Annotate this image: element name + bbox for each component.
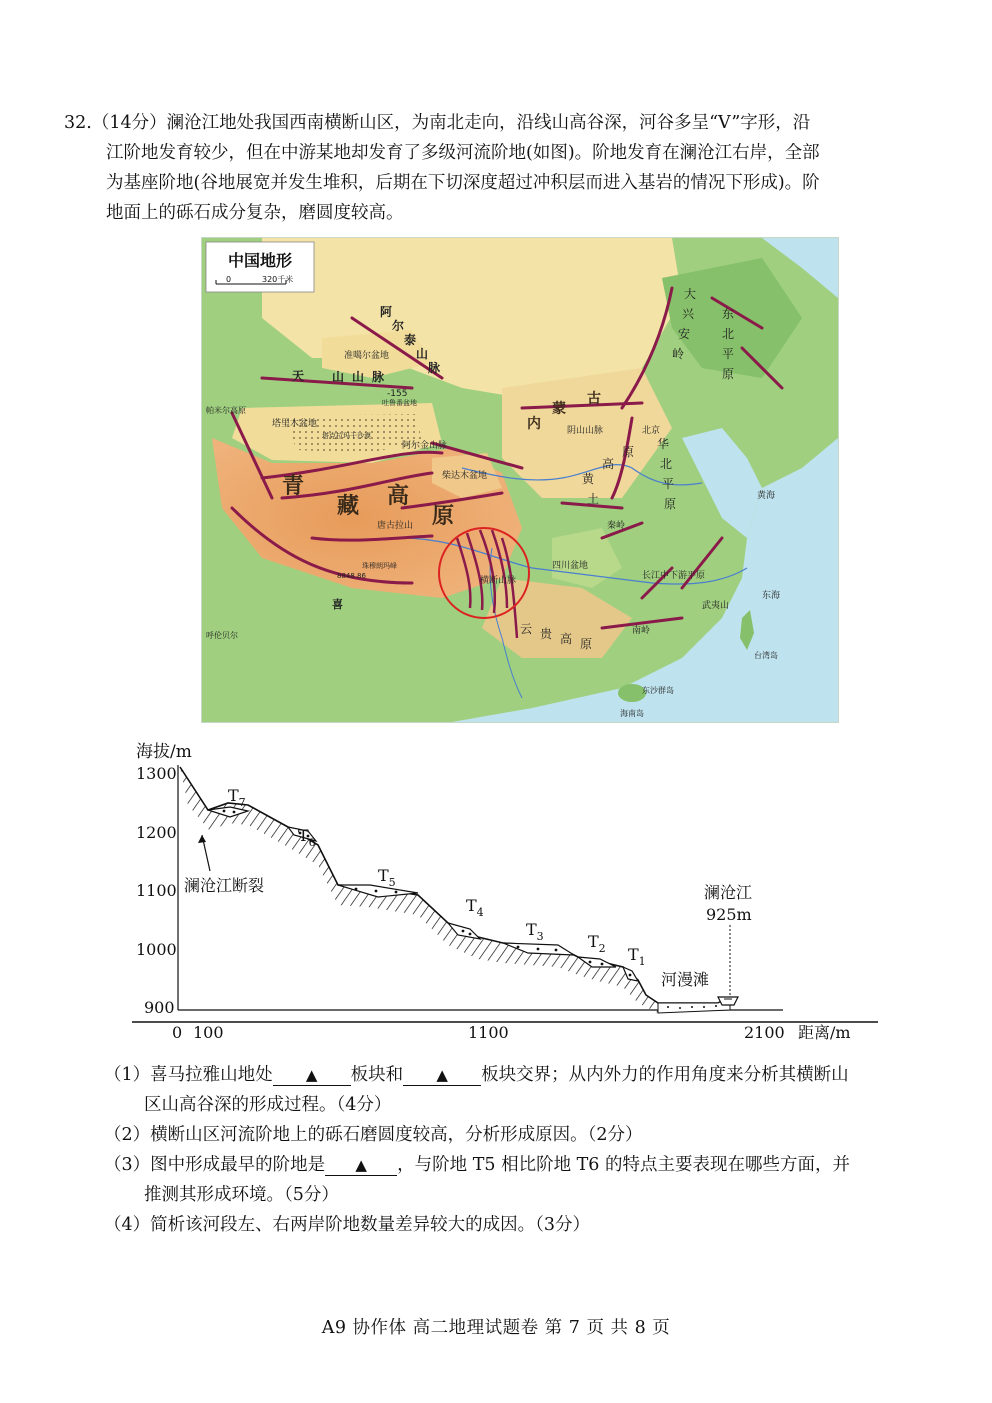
- svg-text:塔里木盆地: 塔里木盆地: [272, 419, 318, 429]
- svg-text:安: 安: [678, 327, 691, 341]
- x-tick-2100: 2100: [744, 1023, 785, 1042]
- river-label: 澜沧江: [704, 883, 753, 902]
- q2-number: （2）: [104, 1125, 151, 1145]
- svg-text:蒙: 蒙: [552, 401, 566, 417]
- terrace-t4-label: $T_4$: [466, 896, 484, 919]
- x-axis-label: 距离/m: [798, 1023, 851, 1042]
- svg-text:脉: 脉: [428, 361, 441, 375]
- svg-text:320千米: 320千米: [262, 275, 294, 284]
- svg-text:土: 土: [587, 492, 600, 506]
- q1-number: （1）: [104, 1065, 151, 1085]
- y-axis-label: 海拔/m: [136, 742, 192, 762]
- svg-text:青: 青: [282, 474, 305, 499]
- svg-text:东海: 东海: [762, 591, 781, 601]
- terrace-t1-label: $T_1$: [628, 945, 646, 968]
- subquestion-3: [104, 1150, 934, 1210]
- x-tick-0: 0: [172, 1023, 183, 1042]
- q4-text: 简析该河段左、右两岸阶地数量差异较大的成因。（3分）: [150, 1215, 591, 1235]
- question-32-intro: [64, 108, 930, 228]
- svg-text:原: 原: [580, 637, 593, 651]
- y-tick-900: 900: [144, 998, 175, 1017]
- q1-text-2: 板块和: [350, 1065, 404, 1085]
- svg-text:阿: 阿: [380, 305, 393, 319]
- svg-text:北: 北: [660, 457, 673, 471]
- q1-text-cont: 区山高谷深的形成过程。（4分）: [144, 1095, 392, 1115]
- floodplain-label: 河漫滩: [661, 970, 710, 989]
- svg-text:阴山山脉: 阴山山脉: [567, 426, 604, 436]
- q1-blank-1[interactable]: ▲: [273, 1065, 351, 1086]
- svg-text:平: 平: [662, 477, 675, 491]
- svg-text:8848.86: 8848.86: [337, 572, 366, 580]
- svg-text:横断山脉: 横断山脉: [480, 576, 517, 586]
- terrace-t7-label: $T_7$: [228, 786, 246, 809]
- svg-text:山: 山: [352, 370, 365, 384]
- y-tick-1300: 1300: [136, 764, 177, 783]
- svg-text:柴达木盆地: 柴达木盆地: [442, 471, 488, 481]
- svg-text:长江中下游平原: 长江中下游平原: [642, 571, 706, 581]
- intro-line-4: 地面上的砾石成分复杂，磨圆度较高。: [106, 203, 404, 223]
- svg-text:喜: 喜: [332, 598, 343, 611]
- q3-blank[interactable]: ▲: [325, 1155, 397, 1176]
- intro-line-3: 为基座阶地(谷地展宽并发生堆积，后期在下切深度超过冲积层而进入基岩的情况下形成)。阶: [106, 173, 820, 193]
- y-tick-1000: 1000: [136, 940, 177, 959]
- x-tick-1100: 1100: [468, 1023, 509, 1042]
- china-terrain-map: [201, 237, 839, 723]
- q1-text-3: 板块交界；从内外力的作用角度来分析其横断山: [481, 1065, 849, 1085]
- intro-line-2: 江阶地发育较少，但在中游某地却发育了多级河流阶地(如图)。阶地发育在澜沧江右岸，全部: [106, 143, 820, 163]
- terrace-t6-label: $T_6$: [298, 826, 316, 849]
- svg-text:黄: 黄: [582, 472, 595, 486]
- svg-text:脉: 脉: [372, 370, 385, 384]
- svg-text:东: 东: [722, 307, 735, 321]
- y-tick-1200: 1200: [136, 823, 177, 842]
- terrace-t5-label: $T_5$: [378, 866, 396, 889]
- svg-text:岭: 岭: [672, 347, 685, 361]
- q1-text-1: 喜马拉雅山地处: [150, 1065, 273, 1085]
- intro-line-1: 32.（14分）澜沧江地处我国西南横断山区，为南北走向，沿线山高谷深，河谷多呈“V”字形，沿: [64, 113, 811, 133]
- svg-text:平: 平: [722, 347, 735, 361]
- svg-text:原: 原: [722, 367, 735, 381]
- svg-text:南岭: 南岭: [632, 626, 651, 636]
- map-title: 中国地形: [227, 251, 293, 270]
- subquestion-1: [104, 1060, 934, 1120]
- svg-text:高: 高: [560, 632, 573, 646]
- svg-text:华: 华: [657, 437, 670, 451]
- svg-text:内: 内: [527, 416, 541, 432]
- svg-text:阿尔金山脉: 阿尔金山脉: [402, 441, 448, 451]
- svg-text:兴: 兴: [682, 307, 695, 321]
- svg-text:原: 原: [432, 504, 455, 529]
- svg-text:呼伦贝尔: 呼伦贝尔: [206, 631, 238, 640]
- terrace-profile-diagram: [118, 735, 898, 1045]
- terrace-t2-label: $T_2$: [588, 932, 606, 955]
- svg-text:北京: 北京: [642, 426, 661, 436]
- svg-text:原: 原: [622, 445, 635, 459]
- svg-text:四川盆地: 四川盆地: [552, 561, 589, 571]
- q4-number: （4）: [104, 1215, 151, 1235]
- svg-text:天: 天: [292, 369, 305, 383]
- svg-text:云: 云: [520, 622, 533, 636]
- svg-text:海南岛: 海南岛: [620, 709, 644, 718]
- terrace-t3-label: $T_3$: [526, 920, 544, 943]
- svg-text:准噶尔盆地: 准噶尔盆地: [344, 351, 390, 361]
- x-tick-100: 100: [193, 1023, 224, 1042]
- svg-text:珠穆朗玛峰: 珠穆朗玛峰: [362, 562, 397, 570]
- svg-text:大: 大: [684, 287, 697, 301]
- svg-text:北: 北: [722, 327, 735, 341]
- svg-text:古: 古: [587, 391, 601, 407]
- svg-text:泰: 泰: [404, 333, 417, 347]
- svg-text:高: 高: [602, 457, 615, 471]
- svg-text:塔克拉玛干沙漠: 塔克拉玛干沙漠: [322, 432, 371, 440]
- page-footer: A9 协作体 高二地理试题卷 第 7 页 共 8 页: [321, 1318, 671, 1338]
- fault-label: 澜沧江断裂: [184, 876, 265, 895]
- q3-text-2: ，与阶地 T5 相比阶地 T6 的特点主要表现在哪些方面，并: [397, 1155, 851, 1175]
- svg-text:尔: 尔: [392, 319, 405, 333]
- subquestion-2: [104, 1120, 934, 1150]
- svg-text:吐鲁番盆地: 吐鲁番盆地: [382, 399, 417, 407]
- svg-text:山: 山: [416, 347, 429, 361]
- svg-text:武夷山: 武夷山: [702, 601, 730, 611]
- svg-text:贵: 贵: [540, 627, 553, 641]
- q1-blank-2[interactable]: ▲: [403, 1065, 481, 1086]
- subquestion-4: [104, 1210, 934, 1240]
- svg-text:山: 山: [332, 370, 345, 384]
- y-tick-1100: 1100: [136, 881, 177, 900]
- river-elevation: 925m: [706, 905, 752, 924]
- q2-text: 横断山区河流阶地上的砾石磨圆度较高，分析形成原因。（2分）: [150, 1125, 643, 1145]
- svg-text:原: 原: [664, 497, 677, 511]
- svg-text:秦岭: 秦岭: [607, 521, 626, 531]
- q3-text-cont: 推测其形成环境。（5分）: [144, 1185, 339, 1205]
- svg-text:台湾岛: 台湾岛: [754, 651, 778, 660]
- svg-text:0: 0: [226, 275, 232, 284]
- svg-text:唐古拉山: 唐古拉山: [377, 521, 414, 531]
- q3-number: （3）: [104, 1155, 151, 1175]
- svg-text:帕米尔高原: 帕米尔高原: [206, 406, 246, 415]
- svg-text:黄海: 黄海: [757, 491, 776, 501]
- q3-text-1: 图中形成最早的阶地是: [150, 1155, 326, 1175]
- svg-text:藏: 藏: [337, 494, 360, 519]
- svg-text:-155: -155: [387, 389, 408, 399]
- svg-text:东沙群岛: 东沙群岛: [642, 686, 674, 695]
- svg-text:高: 高: [387, 484, 410, 509]
